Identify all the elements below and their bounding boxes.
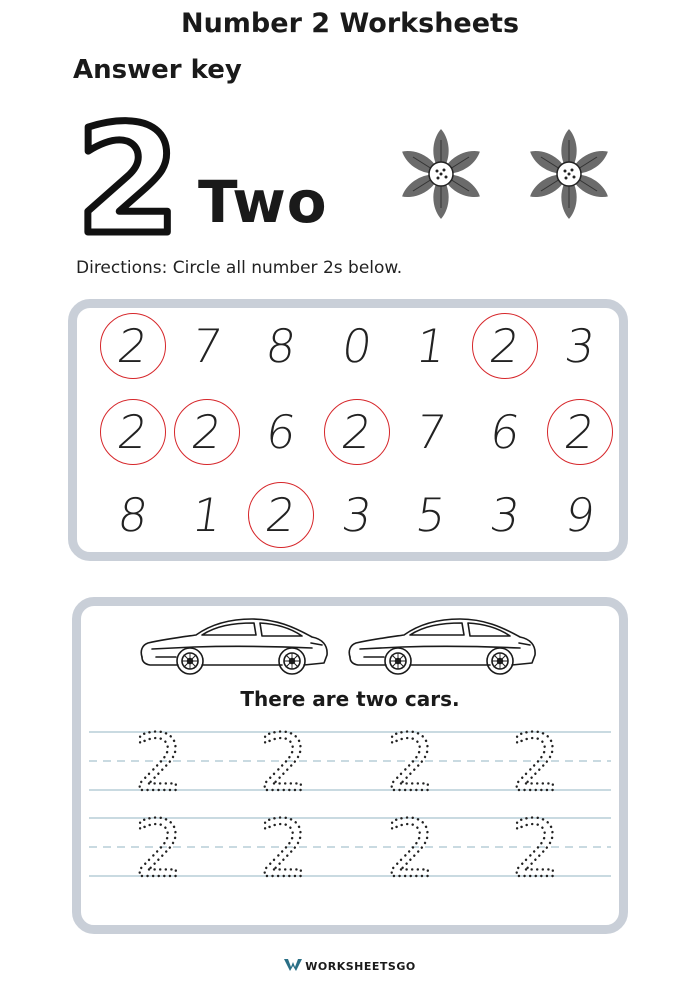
tracing-digit: 2 — [511, 805, 561, 895]
tracing-digit: 2 — [259, 719, 309, 809]
big-outline-two — [72, 108, 192, 240]
number-grid-panel — [68, 299, 628, 561]
circled-digit: 2 — [100, 313, 166, 379]
tracing-digit: 2 — [386, 805, 436, 895]
svg-text:2: 2 — [76, 108, 181, 240]
circled-digit: 2 — [174, 399, 240, 465]
tracing-digit: 2 — [511, 719, 561, 809]
grid-digit: 3 — [486, 488, 524, 542]
grid-digit: 7 — [188, 319, 226, 373]
grid-digit: 8 — [114, 488, 152, 542]
circled-digit: 2 — [472, 313, 538, 379]
grid-digit: 3 — [561, 319, 599, 373]
directions-text: Directions: Circle all number 2s below. — [76, 258, 403, 278]
tracing-digit: 2 — [134, 805, 184, 895]
grid-digit: 3 — [338, 488, 376, 542]
grid-digit: 0 — [338, 319, 376, 373]
number-grid — [77, 308, 619, 552]
circled-digit: 2 — [547, 399, 613, 465]
tracing-digit: 2 — [386, 719, 436, 809]
sentence-text: There are two cars. — [240, 687, 460, 711]
circled-digit: 2 — [100, 399, 166, 465]
circled-digit: 2 — [248, 482, 314, 548]
grid-digit: 6 — [486, 405, 524, 459]
tracing-digit: 2 — [259, 805, 309, 895]
flower-icon — [393, 126, 489, 222]
tracing-digit: 2 — [134, 719, 184, 809]
car-icon — [344, 613, 540, 677]
worksheetsgo-logo-icon — [284, 959, 302, 971]
footer-brand-text: WORKSHEETSGO — [305, 960, 416, 973]
grid-digit: 7 — [412, 405, 450, 459]
grid-digit: 5 — [412, 488, 450, 542]
grid-digit: 8 — [262, 319, 300, 373]
footer-brand — [0, 959, 700, 973]
grid-digit: 6 — [262, 405, 300, 459]
grid-digit: 1 — [188, 488, 226, 542]
number-word: Two — [198, 168, 328, 236]
circled-digit: 2 — [324, 399, 390, 465]
grid-digit: 9 — [561, 488, 599, 542]
grid-digit: 1 — [412, 319, 450, 373]
flower-icon — [521, 126, 617, 222]
car-icon — [136, 613, 332, 677]
page-title: Number 2 Worksheets — [180, 8, 520, 39]
answer-key-label: Answer key — [73, 55, 242, 85]
